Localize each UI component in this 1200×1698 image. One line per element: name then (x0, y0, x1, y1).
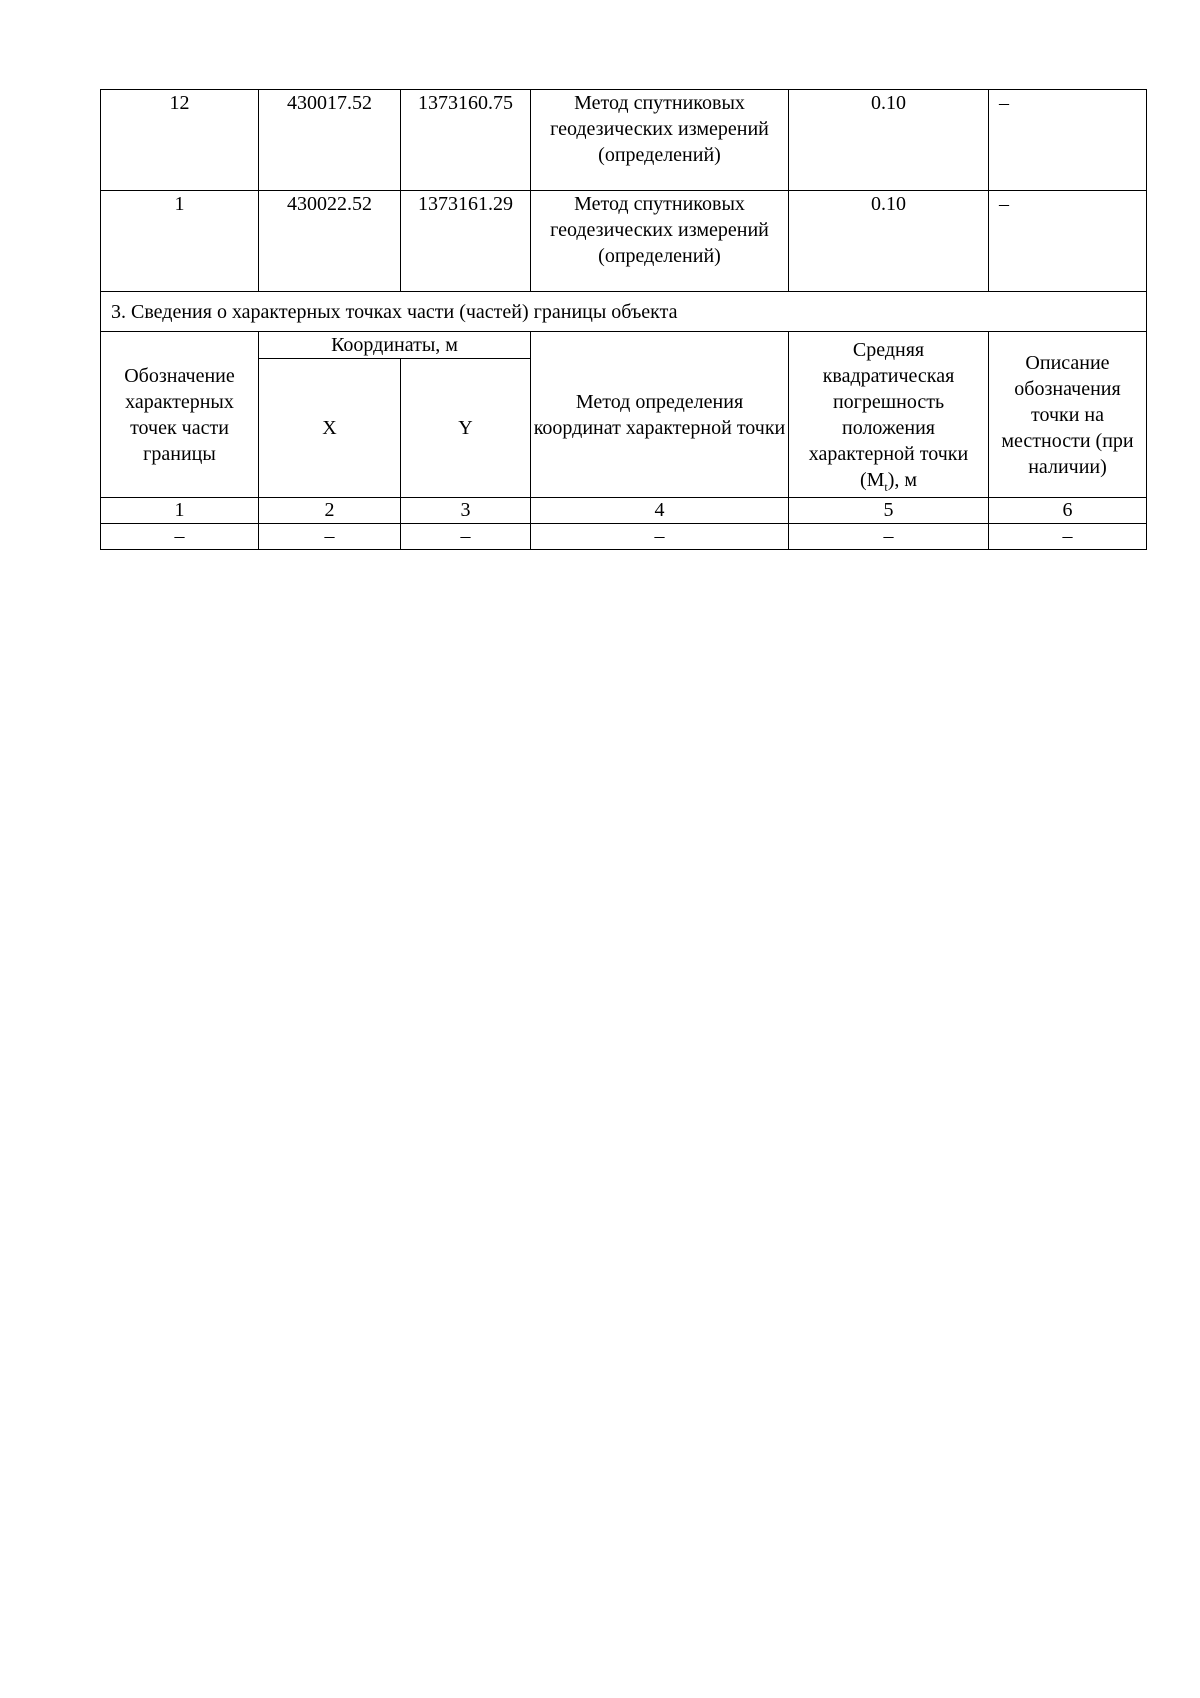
error-cell: 0.10 (789, 191, 989, 292)
table-row (101, 90, 1147, 191)
coordinates-header: Координаты, м (259, 332, 531, 359)
column-number: 6 (989, 498, 1147, 524)
point-number-cell: 12 (101, 90, 259, 191)
point-number-cell: 1 (101, 191, 259, 292)
designation-header: Обозначение характерных точек части границы (101, 332, 259, 498)
empty-cell: – (101, 524, 259, 550)
x-header: X (259, 359, 401, 498)
description-cell: – (989, 191, 1147, 292)
y-coordinate-cell: 1373161.29 (401, 191, 531, 292)
x-coordinate-cell: 430022.52 (259, 191, 401, 292)
column-number: 3 (401, 498, 531, 524)
column-number: 1 (101, 498, 259, 524)
error-header-subscript: t (884, 479, 888, 494)
empty-cell: – (531, 524, 789, 550)
method-header: Метод определения координат характерной точки (531, 332, 789, 498)
y-coordinate-cell: 1373160.75 (401, 90, 531, 191)
section-title-row (101, 292, 1147, 332)
method-cell: Метод спутниковых геодезических измерений (определений) (531, 191, 789, 292)
empty-cell: – (259, 524, 401, 550)
table-row (101, 524, 1147, 550)
x-coordinate-cell: 430017.52 (259, 90, 401, 191)
column-numbers-row (101, 498, 1147, 524)
description-cell: – (989, 90, 1147, 191)
empty-cell: – (401, 524, 531, 550)
method-cell: Метод спутниковых геодезических измерений (определений) (531, 90, 789, 191)
column-number: 2 (259, 498, 401, 524)
table-row (101, 191, 1147, 292)
error-header-tail: ), м (887, 468, 918, 491)
error-header (789, 332, 989, 498)
coordinates-table (100, 89, 1147, 550)
section-title: 3. Сведения о характерных точках части (частей) границы объекта (101, 292, 1147, 332)
error-header-main: Средняя квадратическая погрешность положения характерной точки (M (808, 338, 969, 491)
header-row (101, 332, 1147, 359)
empty-cell: – (789, 524, 989, 550)
column-number: 5 (789, 498, 989, 524)
empty-cell: – (989, 524, 1147, 550)
error-cell: 0.10 (789, 90, 989, 191)
description-header: Описание обозначения точки на местности (при наличии) (989, 332, 1147, 498)
column-number: 4 (531, 498, 789, 524)
y-header: Y (401, 359, 531, 498)
